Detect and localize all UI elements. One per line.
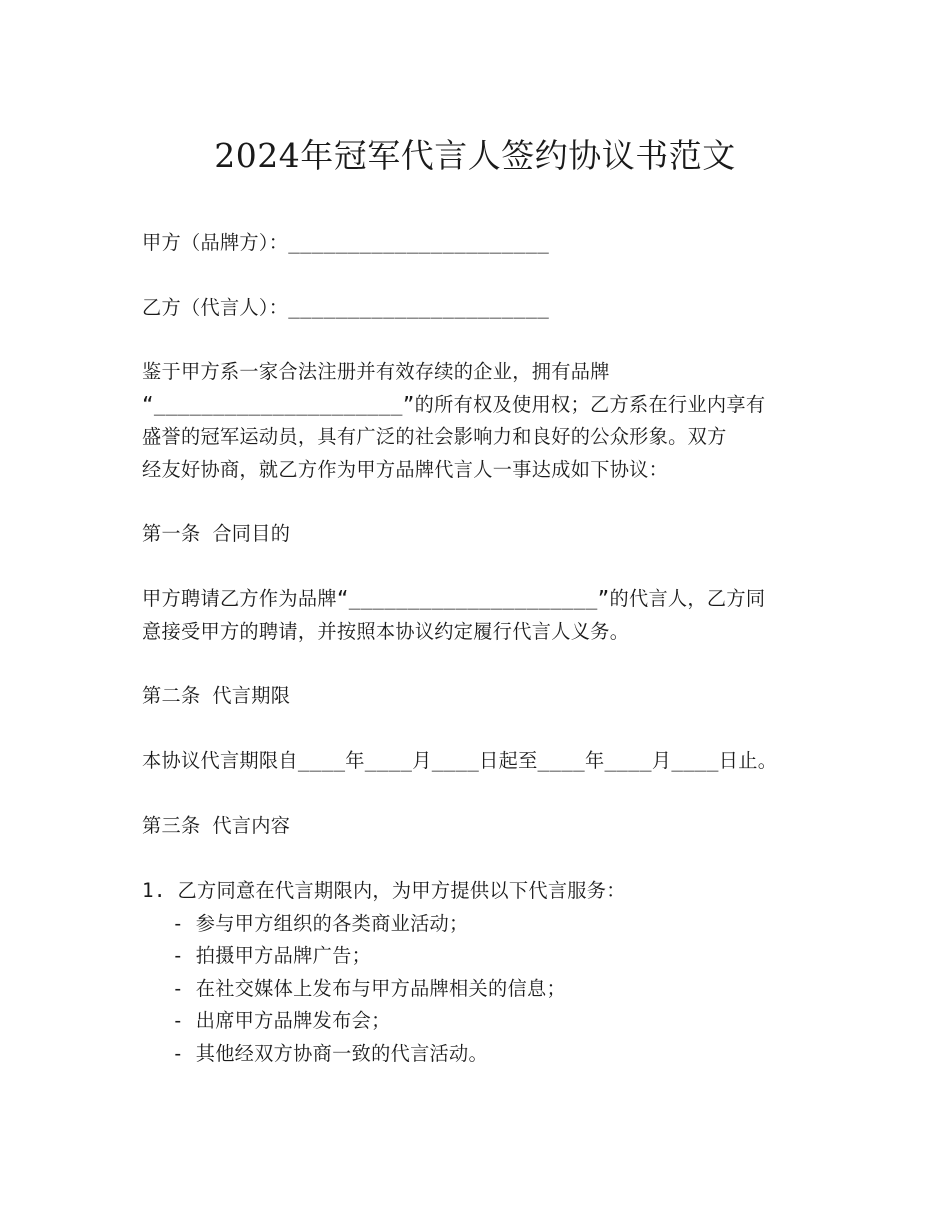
sub-list-item: - 拍摄甲方品牌广告； [172,944,372,967]
sub-list-item: - 参与甲方组织的各类商业活动； [172,911,469,935]
preamble-paragraph [142,356,802,486]
sub-list-item: - 在社交媒体上发布与甲方品牌相关的信息； [172,976,566,1000]
preamble-line: 经友好协商，就乙方作为甲方品牌代言人一事达成如下协议： [142,457,669,481]
article3-heading: 第三条 代言内容 [142,814,291,837]
list-item-1: 1. 乙方同意在代言期限内，为甲方提供以下代言服务： [142,879,626,902]
article1-body [142,583,802,648]
party-b-line: 乙方（代言人）：______________________ [142,296,550,319]
article1-heading: 第一条 合同目的 [142,522,291,545]
article1-line: 甲方聘请乙方作为品牌“_____________________”的代言人，乙方同 [142,587,766,610]
sub-list-item: - 其他经双方协商一致的代言活动。 [172,1041,489,1065]
article1-line: 意接受甲方的聘请，并按照本协议约定履行代言人义务。 [142,619,630,643]
party-a-line: 甲方（品牌方）：______________________ [142,231,550,254]
preamble-line: 盛誉的冠军运动员，具有广泛的社会影响力和良好的公众形象。双方 [142,425,727,448]
preamble-line: 鉴于甲方系一家合法注册并有效存续的企业，拥有品牌 [142,360,610,383]
article3-list [142,875,802,1070]
article2-heading: 第二条 代言期限 [142,684,291,707]
article2-body: 本协议代言期限自____年____月____日起至____年____月____日止。 [142,749,778,772]
sub-list-item: - 出席甲方品牌发布会； [172,1009,391,1032]
preamble-line: “_____________________”的所有权及使用权；乙方系在行业内享有 [142,392,766,416]
document-title: 2024年冠军代言人签约协议书范文 [214,136,736,175]
